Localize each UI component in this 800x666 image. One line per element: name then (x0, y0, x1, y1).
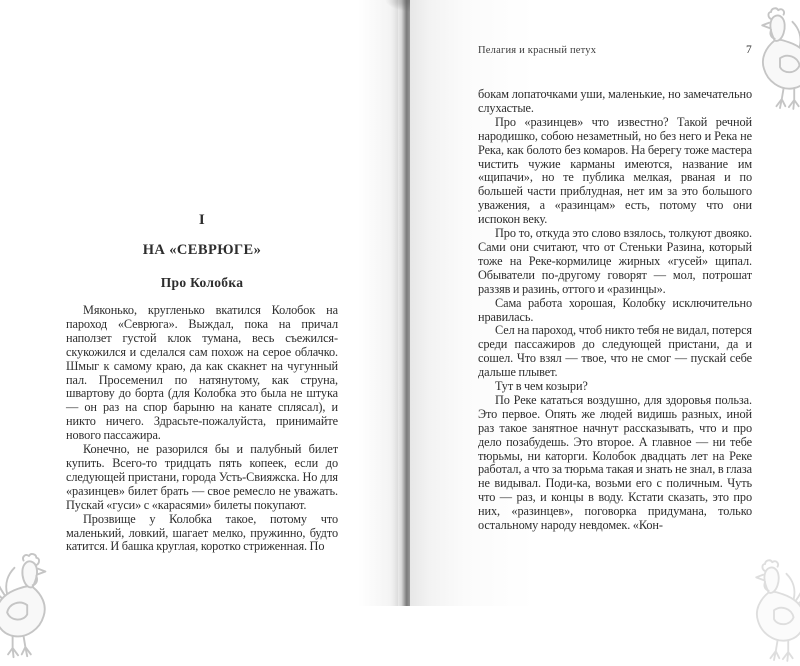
body-paragraph: Про то, откуда это слово взялось, толкуют двояко. Сами они считают, что от Стеньки Разина, который тоже на Реке-кормилице жирных «гусей» щипал. Обыватели по-другому говорят — мол, потрошат раззяв и разинь, оттого и «разинцы». (478, 226, 752, 296)
page-number: 7 (746, 44, 752, 56)
left-page-text-column (66, 212, 338, 554)
body-paragraph: Тут в чем козыри? (495, 379, 588, 394)
body-paragraph: Прозвище у Колобка такое, потому что маленький, ловкий, шагает мелко, пружинно, будто катится. И башка круглая, коротко стриженная. По (66, 511, 338, 554)
body-paragraph: По Реке кататься воздушно, для здоровья польза. Это первое. Опять же людей видишь разных, иной раз такое занятное начнут рассказывать, что и про дело позабудешь. Это второе. А главное — ни тебе тюрьмы, ни каторги. Колобок двадцать лет на Реке работал, а что за тюрьма такая и знать не знал, в глаза не видывал. Поди-ка, возьми его с поличным. Чуть что — раз, и концы в воду. Кстати сказать, это про них, «разинцев», поговорка придумана, только остальному народу невдомек. «Кон- (478, 392, 752, 533)
right-page (410, 0, 800, 606)
body-paragraph: Сама работа хорошая, Колобку исключительно нравилась. (478, 295, 752, 324)
running-title: Пелагия и красный петух (478, 45, 597, 56)
rooster-bottom-left-illustration (0, 552, 60, 662)
rooster-bottom-right-illustration (742, 558, 800, 666)
section-title: Про Колобка (160, 275, 244, 290)
body-paragraph: Сел на пароход, чтоб никто тебя не видал, потерся среди пассажиров до следующей пристани, да и сошел. Что взял — твое, что не смог — пускай себе дальше плывет. (478, 323, 752, 380)
chapter-number: I (198, 212, 206, 228)
left-page (0, 0, 398, 606)
body-paragraph: бокам лопаточками уши, маленькие, но замечательно слухастые. (478, 87, 752, 115)
rooster-top-right-illustration (748, 6, 800, 114)
body-paragraph: Про «разинцев» что известно? Такой речной народишко, собою незаметный, но без него и Река не Река, как болото без комаров. На берегу тоже мастера чистить чужие карманы имеются, название им «щипачи», но те публика мелкая, рваная и по большей части приблудная, нет им за это большого уважения, а «разинцам» есть, потому что они испокон веку. (478, 114, 752, 227)
body-paragraph: Мяконько, кругленько вкатился Колобок на пароход «Севрюга». Выждал, пока на причал наползет густой клок тумана, весь съежился-скукожился и сделался сам похож на серое облачко. Шмыг к самому краю, да как скакнет на чугунный пал. Просеменил по натянутому, как струна, швартову до борта (для Колобка это была не штука — он раз на спор барыню на канате сплясал), и никто ничего. Здрасьте-пожалуйста, принимайте нового пассажира. (66, 303, 338, 443)
chapter-title: НА «СЕВРЮГЕ» (142, 242, 262, 258)
running-head (478, 44, 752, 56)
right-page-text-column (478, 88, 752, 533)
body-paragraph: Конечно, не разорился бы и палубный билет купить. Всего-то тридцать пять копеек, если до следующей пристани, города Усть-Свияжска. Но для «разинцев» билет брать — свое ремесло не уважать. Пускай «гуси» с «карасями» билеты покупают. (66, 442, 338, 512)
